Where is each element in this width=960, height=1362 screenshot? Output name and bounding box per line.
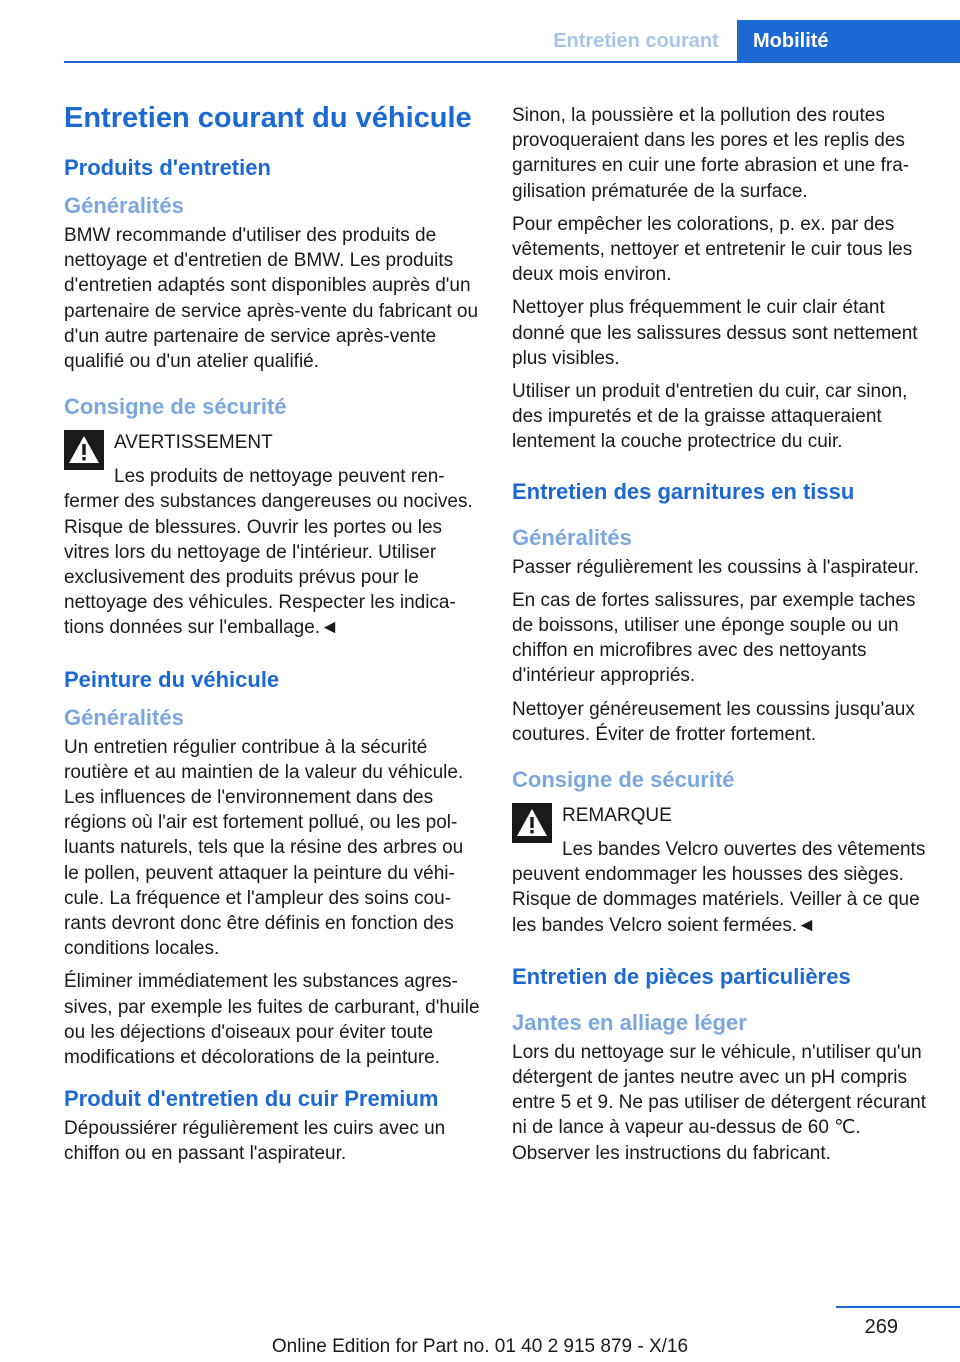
heading-pieces-particulieres: Entretien de pièces particulières [512, 963, 851, 989]
left-column [64, 103, 482, 1175]
paragraph-peinture-2: Éliminer immédiatement les substances agressives, par exemple les fuites de carburant, d'huile ou les déjections d'oiseaux pour éviter toute modifications et décolorations de la peinture. [64, 971, 480, 1069]
paragraph-generalites: BMW recommande d'utiliser des produits de nettoyage et d'entretien de BMW. Les produits d'entretien adaptés sont disponibles auprès d'un partenaire de service après-vente du fabricant ou d'un autre partenaire de service après-vente qualifié ou d'un atelier qualifié. [64, 225, 479, 373]
heading-peinture-generalites: Généralités [64, 704, 184, 730]
heading-tissu-generalites: Généralités [512, 524, 632, 550]
warning-label: AVERTISSEMENT [114, 432, 273, 454]
heading-peinture-vehicule: Peinture du véhicule [64, 666, 280, 692]
page-header [0, 0, 960, 64]
page-number: 269 [864, 1316, 898, 1338]
paragraph-tissu-1: Passer régulièrement les coussins à l'aspirateur. [512, 556, 920, 578]
paragraph-cuir-2: Pour empêcher les colorations, p. ex. par des vêtements, nettoyer et entretenir le cuir tous les deux mois environ. [512, 213, 913, 286]
heading-cuir-premium: Produit d'entretien du cuir Premium [64, 1086, 439, 1112]
heading-generalites: Généralités [64, 193, 184, 218]
paragraph-cuir-4: Utiliser un produit d'entretien du cuir, car sinon, des impuretés et de la graisse attaqueraient lentement la couche protectrice du cuir. [512, 381, 908, 453]
header-section-entretien-courant: Entretien courant [553, 30, 719, 52]
footer-edition: Online Edition for Part no. 01 40 2 915 879 - X/16 [271, 1336, 689, 1357]
paragraph-jantes: Lors du nettoyage sur le véhicule, n'utiliser qu'un détergent de jantes neutre avec un pH compris entre 5 et 9. Ne pas utiliser de détergent récurant ni de lance à vapeur au-dessus de 60 ℃. Observer les instructions du fabricant. [512, 1041, 927, 1164]
heading-consigne-securite: Consigne de sécurité [64, 394, 287, 420]
warning-triangle-icon [64, 430, 104, 470]
heading-garnitures-tissu: Entretien des garnitures en tissu [512, 478, 855, 504]
warning-text: Les produits de nettoyage peuvent renfermer des substances dangereuses ou nocives. Risque de blessures. Ouvrir les portes ou les vitres lors du nettoyage de l'intérieur. Utiliser exclusivement des produits prévus pour le nettoyage des véhicules. Respecter les indications données sur l'emballage.◄ [64, 466, 473, 639]
warning-block [64, 430, 482, 640]
footer-divider [836, 1306, 960, 1308]
notice-text: Les bandes Velcro ouvertes des vêtements peuvent endommager les housses des sièges. Risque de dommages matériels. Veiller à ce que les bandes Velcro soient fermées.◄ [512, 839, 926, 936]
notice-label: REMARQUE [562, 805, 672, 827]
page-title: Entretien courant du véhicule [64, 102, 472, 134]
warning-triangle-icon [512, 803, 552, 843]
paragraph-tissu-3: Nettoyer généreusement les coussins jusqu'aux coutures. Éviter de frotter fortement. [512, 698, 915, 745]
heading-tissu-consigne-securite: Consigne de sécurité [512, 767, 735, 793]
paragraph-cuir-1: Sinon, la poussière et la pollution des routes provoqueraient dans les pores et les replis des garnitures en cuir une forte abrasion et une fragilisation prématurée de la surface. [512, 105, 910, 202]
notice-block [512, 803, 930, 938]
heading-produits-entretien: Produits d'entretien [64, 155, 271, 180]
paragraph-peinture-1: Un entretien régulier contribue à la sécurité routière et au maintien de la valeur du véhicule. Les influences de l'environnement dans des régions où l'air est fortement pollué, ou les polluants naturels, tels que la résine des arbres ou le pollen, peuvent attaquer la peinture du véhicule. La fréquence et l'ampleur des soins courants devront donc être définis en fonction des conditions locales. [64, 736, 464, 960]
paragraph-cuir-3: Nettoyer plus fréquemment le cuir clair étant donné que les salissures dessus sont nettement plus visibles. [512, 297, 918, 369]
paragraph-cuir-premium: Dépoussiérer régulièrement les cuirs avec un chiffon ou en passant l'aspirateur. [64, 1118, 446, 1165]
paragraph-tissu-2: En cas de fortes salissures, par exemple taches de boissons, utiliser une éponge souple ou un chiffon en microfibres avec des nettoyants d'intérieur appropriés. [512, 589, 916, 687]
header-section-mobilite: Mobilité [737, 20, 960, 63]
heading-jantes-alliage: Jantes en alliage léger [512, 1009, 747, 1035]
right-column [512, 103, 930, 1174]
header-divider [64, 61, 960, 63]
